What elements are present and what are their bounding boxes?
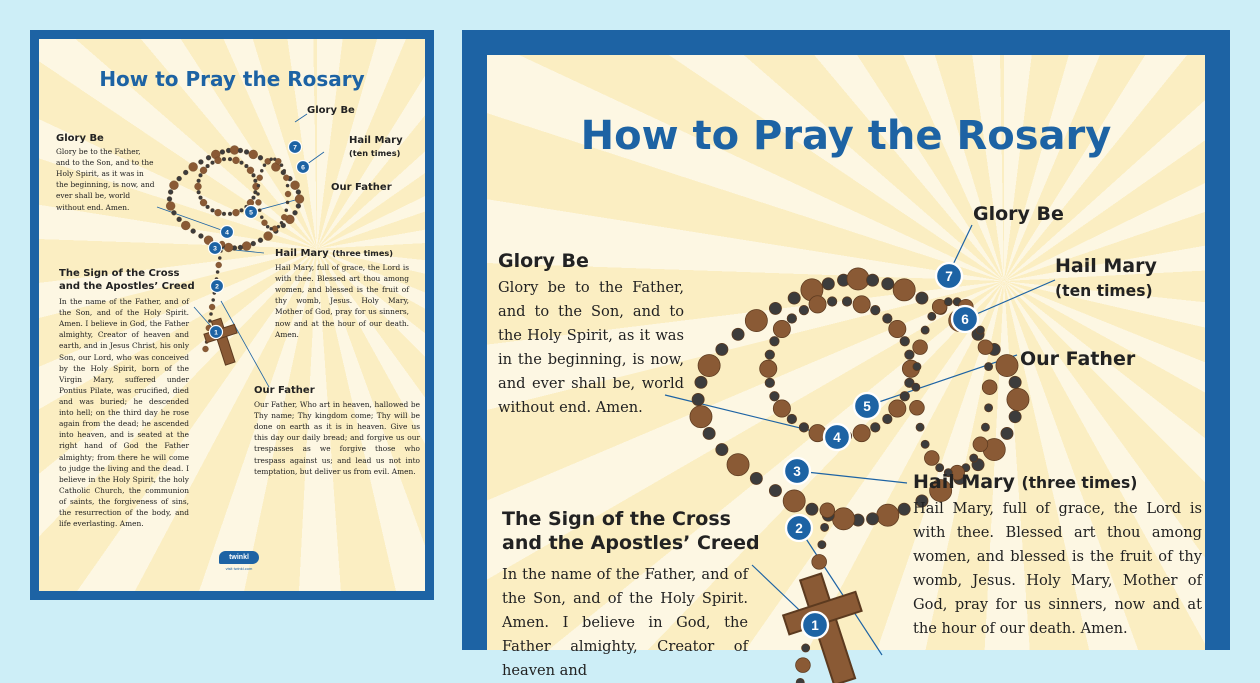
hail-mary-three-text: Hail Mary, full of grace, the Lord is with thee. Blessed art thou among women, and blessed is the fruit of thy womb, Jesus. Holy Mary, Mother of God, pray for us sinners, now and at the hour of our death. Amen.: [913, 500, 1202, 637]
rosary-bead: [787, 414, 796, 423]
rosary-bead: [832, 508, 854, 530]
marker-number: 3: [793, 463, 801, 479]
marker-number: 1: [214, 329, 218, 337]
marker-number: 1: [811, 617, 819, 633]
rosary-bead: [788, 292, 800, 304]
rosary-bead: [252, 196, 256, 200]
rosary-bead: [183, 170, 188, 175]
rosary-bead: [216, 270, 219, 273]
creed-text: In the name of the Father, and of the Son, and of the Holy Spirit. Amen. I believe in God, the Father almighty, Creator of heaven and: [502, 566, 748, 679]
rosary-bead: [253, 179, 257, 183]
rosary-bead: [703, 427, 715, 439]
rosary-bead: [783, 490, 805, 512]
rosary-bead: [258, 238, 263, 243]
poster-page: [39, 39, 425, 591]
rosary-bead: [883, 314, 892, 323]
glory-be-heading: Glory Be: [498, 250, 589, 272]
rosary-bead: [200, 167, 207, 174]
rosary-bead: [200, 199, 207, 206]
rosary-bead: [916, 423, 924, 431]
label-hail-mary-ten: [349, 135, 403, 160]
marker-4: [824, 424, 850, 450]
rosary-bead: [921, 440, 929, 448]
rosary-bead: [198, 234, 203, 239]
marker-number: 7: [945, 268, 953, 284]
rosary-bead: [263, 164, 266, 167]
pointer-line-5: [867, 355, 1017, 406]
rosary-bead: [296, 190, 301, 195]
rosary-bead: [732, 328, 744, 340]
rosary-bead: [255, 199, 261, 205]
marker-6: [297, 161, 310, 174]
label-our-father-top: Our Father: [1020, 348, 1136, 370]
rosary-bead: [280, 221, 283, 224]
marker-2: [211, 280, 224, 293]
rosary-bead: [228, 157, 232, 161]
rosary-bead: [171, 210, 176, 215]
rosary-bead: [291, 181, 300, 190]
marker-1: [802, 612, 828, 638]
rosary-bead: [871, 305, 880, 314]
rosary-bead: [750, 472, 762, 484]
rosary-bead: [281, 214, 287, 220]
rosary-bead: [796, 678, 804, 683]
rosary-bead: [166, 201, 175, 210]
rosary-bead: [985, 363, 993, 371]
rosary-bead: [799, 305, 808, 314]
rosary-bead: [206, 164, 210, 168]
rosary-bead: [242, 242, 251, 251]
rosary-bead: [883, 414, 892, 423]
rosary-bead: [910, 400, 925, 415]
rosary-bead: [252, 173, 256, 177]
rosary-bead: [206, 205, 210, 209]
marker-4: [221, 226, 234, 239]
rosary-bead: [177, 217, 182, 222]
rosary-bead: [270, 227, 273, 230]
rosary-bead: [258, 155, 263, 160]
rosary-bead: [280, 164, 283, 167]
rosary-bead: [189, 162, 198, 171]
rosary-bead: [296, 203, 301, 208]
rosary-bead: [220, 150, 225, 155]
marker-number: 6: [961, 311, 969, 327]
rosary-bead: [257, 184, 260, 187]
rosary-bead: [905, 350, 914, 359]
marker-number: 5: [863, 398, 871, 414]
rosary-bead: [215, 209, 222, 216]
rosary-bead: [238, 148, 243, 153]
creed-heading: The Sign of the Cross and the Apostles’ Creed: [59, 268, 195, 292]
rosary-bead: [247, 167, 254, 174]
rosary-bead: [916, 292, 928, 304]
rosary-bead: [1009, 411, 1021, 423]
rosary-bead: [866, 274, 878, 286]
rosary-bead: [765, 378, 774, 387]
rosary-bead: [177, 176, 182, 181]
rosary-bead: [698, 354, 720, 376]
rosary-bead: [770, 336, 779, 345]
rosary-bead: [198, 159, 203, 164]
poster-preview-small[interactable]: [30, 30, 434, 600]
rosary-bead: [690, 406, 712, 428]
rosary-bead: [206, 155, 211, 160]
rosary-bead: [181, 221, 190, 230]
rosary-bead: [745, 309, 767, 331]
rosary-bead: [249, 150, 258, 159]
rosary-bead: [1001, 427, 1013, 439]
hail-mary-three-heading: Hail Mary (three times): [275, 248, 393, 259]
rosary-bead: [944, 298, 952, 306]
rosary-bead: [821, 523, 829, 531]
rosary-bead: [871, 423, 880, 432]
rosary-bead: [258, 209, 261, 212]
rosary-bead: [900, 392, 909, 401]
rosary-bead: [209, 312, 212, 315]
rosary-bead: [976, 326, 984, 334]
rosary-bead: [716, 343, 728, 355]
rosary-bead: [1009, 376, 1021, 388]
pointer-line-3: [797, 471, 907, 483]
rosary-bead: [889, 400, 906, 417]
rosary-bead: [900, 336, 909, 345]
hail-mary-ten-sub: (ten times): [349, 147, 401, 158]
rosary-bead: [818, 541, 826, 549]
pointer-line-7: [295, 114, 307, 122]
marker-2: [786, 515, 812, 541]
rosary-bead: [168, 190, 173, 195]
marker-number: 7: [293, 144, 297, 152]
rosary-bead: [211, 208, 215, 212]
rosary-bead: [770, 392, 779, 401]
rosary-bead: [889, 320, 906, 337]
rosary-bead: [877, 504, 899, 526]
rosary-bead: [293, 210, 298, 215]
label-glory-be-top: Glory Be: [973, 203, 1064, 225]
marker-5: [245, 206, 258, 219]
rosary-bead: [199, 173, 203, 177]
rosary-bead: [970, 454, 978, 462]
poster-page: [487, 55, 1205, 679]
rosary-bead: [820, 503, 835, 518]
rosary-bead: [913, 340, 928, 355]
rosary-bead: [695, 376, 707, 388]
rosary-bead: [760, 360, 777, 377]
rosary-bead: [973, 437, 988, 452]
rosary-bead: [893, 279, 915, 301]
rosary-bead: [261, 220, 267, 226]
rosary-bead: [240, 208, 244, 212]
marker-1: [210, 326, 223, 339]
rosary-bead: [270, 158, 273, 161]
rosary-bead: [264, 232, 273, 241]
rosary-bead: [716, 443, 728, 455]
rosary-bead: [215, 157, 222, 164]
rosary-bead: [266, 225, 269, 228]
rosary-bead: [224, 243, 233, 252]
poster-title: How to Pray the Rosary: [580, 113, 1112, 159]
rosary-bead: [286, 201, 289, 204]
hail-mary-ten-heading: Hail Mary: [349, 135, 403, 146]
rosary-bead: [1007, 388, 1029, 410]
marker-7: [289, 141, 302, 154]
rosary-bead: [191, 229, 196, 234]
marker-number: 6: [301, 164, 305, 172]
rosary-bead: [822, 278, 834, 290]
rosary-bead: [809, 296, 826, 313]
label-our-father-top: Our Father: [331, 182, 392, 193]
rosary-bead: [203, 346, 209, 352]
rosary-bead: [985, 404, 993, 412]
rosary-bead: [996, 354, 1018, 376]
rosary-bead: [924, 451, 939, 466]
creed-text: In the name of the Father, and of the Son, and of the Holy Spirit. Amen. I believe in God, the Father almighty, Creator of heaven and earth, and in Jesus Christ, his only Son, our Lord, who was conceived by the Holy Spirit, born of the Virgin Mary, suffered under Pontius Pilate, was crucified, died and was buried; he descended into hell; on the third day he rose again from the dead; he ascended into heaven, and is seated at the right hand of God the Father almighty; from there he will come to judge the living and the dead. I believe in the Holy Spirit, the holy Catholic Church, the communion of saints, the forgiveness of sins, the resurrection of the body, and life everlasting. Amen.: [59, 297, 189, 529]
twinkl-logo: twinkl visit twinkl.com: [219, 551, 259, 571]
rosary-bead: [222, 212, 226, 216]
rosary-bead: [283, 175, 289, 181]
rosary-bead: [244, 164, 248, 168]
rosary-bead: [285, 191, 291, 197]
rosary-bead: [812, 554, 827, 569]
rosary-bead: [827, 297, 836, 306]
rosary-bead: [222, 157, 226, 161]
poster-title: How to Pray the Rosary: [99, 67, 365, 91]
rosary-bead: [928, 312, 936, 320]
rosary-bead: [802, 644, 810, 652]
rosary-bead: [238, 245, 243, 250]
rosary-bead: [806, 503, 818, 515]
marker-3: [784, 458, 810, 484]
creed-heading: The Sign of the Cross and the Apostles’ Creed: [502, 508, 760, 554]
marker-number: 5: [249, 209, 253, 217]
pointer-line-6: [965, 280, 1055, 319]
rosary-bead: [240, 161, 244, 165]
marker-number: 4: [833, 429, 841, 445]
rosary-bead: [230, 146, 239, 155]
rosary-bead: [866, 513, 878, 525]
marker-7: [936, 263, 962, 289]
rosary-bead: [212, 298, 215, 301]
rosary-bead: [260, 216, 263, 219]
rosary-bead: [257, 175, 263, 181]
label-glory-be-top: Glory Be: [307, 105, 355, 116]
marker-number: 4: [225, 229, 229, 237]
rosary-bead: [228, 212, 232, 216]
marker-number: 2: [215, 283, 219, 291]
rosary-bead: [275, 158, 281, 164]
rosary-bead: [769, 302, 781, 314]
rosary-bead: [799, 423, 808, 432]
glory-be-text: Glory be to the Father, and to the Son, and to the Holy Spirit, as it was in the beginning, is now, and ever shall be, world without end. Amen.: [498, 279, 684, 416]
rosary-bead: [283, 169, 286, 172]
rosary-bead: [847, 268, 869, 290]
poster-preview-large[interactable]: [462, 30, 1230, 679]
rosary-bead: [773, 400, 790, 417]
rosary-bead: [216, 262, 222, 268]
rosary-bead: [692, 393, 704, 405]
rosary-bead: [209, 304, 215, 310]
our-father-text: Our Father, Who art in heaven, hallowed be Thy name; Thy kingdom come; Thy will be done on earth as it is in heaven. Give us this day our daily bread; and forgive us our trespasses as we forgive those who trespass against us; and lead us not into temptation, but deliver us from evil. Amen.: [254, 400, 420, 476]
rosary-bead: [898, 503, 910, 515]
rosary-bead: [769, 485, 781, 497]
rosary-bead: [167, 197, 172, 202]
glory-be-text: Glory be to the Father, and to the Son, and to the Holy Spirit, as it was in the beginning, is now, and ever shall be, world without end. Amen.: [56, 147, 155, 212]
marker-number: 3: [213, 245, 217, 253]
rosary-bead: [982, 380, 997, 395]
rosary-bead: [853, 296, 870, 313]
hail-mary-three-heading: Hail Mary (three times): [913, 471, 1138, 493]
rosary-bead: [244, 150, 249, 155]
rosary-bead: [256, 192, 259, 195]
rosary-bead: [842, 297, 851, 306]
rosary-bead: [727, 454, 749, 476]
label-hail-mary-ten: [1055, 255, 1157, 303]
our-father-heading: Our Father: [254, 385, 315, 396]
marker-number: 2: [795, 520, 803, 536]
rosary-bead: [765, 350, 774, 359]
rosary-bead: [773, 320, 790, 337]
hail-mary-ten-sub: (ten times): [1055, 281, 1153, 300]
rosary-bead: [796, 658, 811, 673]
rosary-bead: [285, 209, 288, 212]
marker-3: [209, 242, 222, 255]
rosary-bead: [787, 314, 796, 323]
rosary-bead: [913, 363, 921, 371]
rosary-bead: [232, 209, 239, 216]
hail-mary-three-text: Hail Mary, full of grace, the Lord is with thee. Blessed art thou among women, and blessed is the fruit of thy womb, Jesus. Holy Mary, Mother of God, pray for us sinners, now and at the hour of our death. Amen.: [275, 263, 409, 339]
hail-mary-ten-heading: Hail Mary: [1055, 255, 1157, 277]
rosary-bead: [197, 179, 201, 183]
rosary-bead: [199, 196, 203, 200]
rosary-bead: [853, 424, 870, 441]
rosary-bead: [195, 183, 202, 190]
rosary-bead: [286, 184, 289, 187]
marker-6: [952, 306, 978, 332]
rosary-bead: [251, 241, 256, 246]
rosary-bead: [981, 423, 989, 431]
rosary-bead: [260, 169, 263, 172]
rosary-bead: [921, 326, 929, 334]
rosary-bead: [232, 157, 239, 164]
marker-5: [854, 393, 880, 419]
glory-be-heading: Glory Be: [56, 133, 104, 144]
rosary-bead: [218, 256, 221, 259]
rosary-bead: [295, 195, 304, 204]
rosary-bead: [978, 340, 993, 355]
rosary-bead: [169, 181, 178, 190]
rosary-bead: [912, 383, 920, 391]
rosary-bead: [197, 190, 201, 194]
rosary-bead: [882, 278, 894, 290]
rosary-bead: [211, 161, 215, 165]
